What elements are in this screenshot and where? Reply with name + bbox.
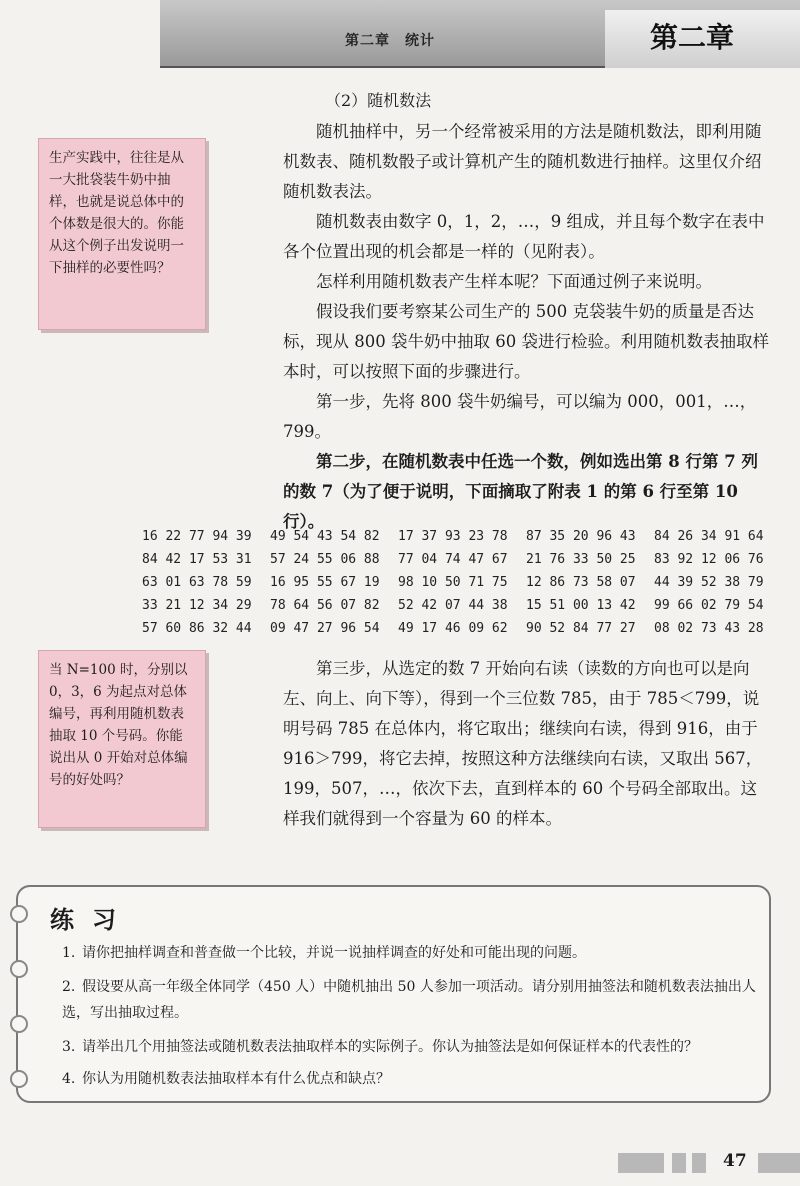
footer-bar [672,1153,686,1173]
table-cell: 77 04 74 47 67 [398,552,508,567]
exercise-number: 2. [62,979,76,995]
table-cell: 33 21 12 34 29 [142,598,252,613]
table-cell: 49 54 43 54 82 [270,529,380,544]
table-cell: 08 02 73 43 28 [654,621,764,636]
table-cell: 09 47 27 96 54 [270,621,380,636]
exercise-text: 请举出几个用抽签法或随机数表法抽取样本的实际例子。你认为抽签法是如何保证样本的代表性的？ [82,1039,698,1055]
exercise-number: 1. [62,945,76,961]
table-row [142,548,782,571]
table-cell: 44 39 52 38 79 [654,575,764,590]
exercise-item [62,1066,762,1092]
paragraph: 随机数表由数字 0，1，2，…，9 组成，并且每个数字在表中各个位置出现的机会都是一样的（见附表）。 [283,212,765,261]
table-row [142,594,782,617]
exercise-number: 3. [62,1039,76,1055]
step-three-text [283,654,773,834]
side-note-text: 生产实践中，往往是从一大批袋装牛奶中抽样，也就是说总体中的个体数是很大的。你能从这个例子出发说明一下抽样的必要性吗？ [49,150,184,276]
chapter-label: 第二章 [650,21,735,54]
table-cell: 12 86 73 58 07 [526,575,636,590]
paragraph: 随机抽样中，另一个经常被采用的方法是随机数法，即利用随机数表、随机数骰子或计算机产生的随机数进行抽样。这里仅介绍随机数表法。 [283,122,762,201]
page-number: 47 [723,1151,747,1171]
side-note [38,650,206,828]
table-row [142,617,782,640]
exercise-item [62,974,762,1026]
binder-ring-icon [10,1070,28,1088]
binder-ring-icon [10,960,28,978]
table-cell: 17 37 93 23 78 [398,529,508,544]
exercise-text: 请你把抽样调查和普查做一个比较，并说一说抽样调查的好处和可能出现的问题。 [82,945,586,961]
side-note-text: 当 N=100 时，分别以 0，3，6 为起点对总体编号，再利用随机数表抽取 10 个号码。你能说出从 0 开始对总体编号的好处吗？ [49,662,188,788]
random-number-table [142,525,782,640]
exercise-item [62,940,762,966]
paragraph: 怎样利用随机数表产生样本呢？下面通过例子来说明。 [316,272,712,291]
table-cell: 84 42 17 53 31 [142,552,252,567]
paragraph: 第一步，先将 800 袋牛奶编号，可以编为 000，001，…，799。 [283,392,757,441]
table-cell: 99 66 02 79 54 [654,598,764,613]
paragraph: 第三步，从选定的数 7 开始向右读（读数的方向也可以是向左、向上、向下等），得到一个三位数 785，由于 785＜799，说明号码 785 在总体内，将它取出；继续向右读，得到 916，由于 916＞799，将它去掉，按照这种方法继续向右读，又取出 567，199，507，…，依次下去，直到样本的 60 个号码全部取出。这样我们就得到一个容量为 60 的样本。 [283,659,763,828]
footer-bar [692,1153,706,1173]
side-note [38,138,206,330]
table-cell: 83 92 12 06 76 [654,552,764,567]
exercise-text: 假设要从高一年级全体同学（450 人）中随机抽出 50 人参加一项活动。请分别用抽签法和随机数表法抽出人选，写出抽取过程。 [62,979,756,1021]
binder-ring-icon [10,905,28,923]
main-text [283,117,773,537]
table-cell: 16 22 77 94 39 [142,529,252,544]
binder-ring-icon [10,1015,28,1033]
paragraph: 假设我们要考察某公司生产的 500 克袋装牛奶的质量是否达标，现从 800 袋牛奶中抽取 60 袋进行检验。利用随机数表抽取样本时，可以按照下面的步骤进行。 [283,302,769,381]
exercise-number: 4. [62,1071,76,1087]
section-title: （2）随机数法 [325,91,432,110]
table-row [142,525,782,548]
running-header: 第二章 统计 [345,33,435,49]
table-cell: 52 42 07 44 38 [398,598,508,613]
table-cell: 98 10 50 71 75 [398,575,508,590]
table-cell: 87 35 20 96 43 [526,529,636,544]
table-cell: 57 60 86 32 44 [142,621,252,636]
table-cell: 90 52 84 77 27 [526,621,636,636]
table-cell: 21 76 33 50 25 [526,552,636,567]
table-cell: 84 26 34 91 64 [654,529,764,544]
footer-bar [758,1153,800,1173]
table-cell: 15 51 00 13 42 [526,598,636,613]
table-cell: 49 17 46 09 62 [398,621,508,636]
table-cell: 63 01 63 78 59 [142,575,252,590]
exercise-item [62,1034,762,1060]
table-row [142,571,782,594]
exercise-text: 你认为用随机数表法抽取样本有什么优点和缺点？ [82,1071,390,1087]
exercise-title: 练习 [50,906,134,934]
paragraph: 第二步，在随机数表中任选一个数，例如选出第 8 行第 7 列的数 7（为了便于说明，下面摘取了附表 1 的第 6 行至第 10 行）。 [283,452,758,531]
table-cell: 57 24 55 06 88 [270,552,380,567]
table-cell: 78 64 56 07 82 [270,598,380,613]
table-cell: 16 95 55 67 19 [270,575,380,590]
footer-bar [618,1153,664,1173]
